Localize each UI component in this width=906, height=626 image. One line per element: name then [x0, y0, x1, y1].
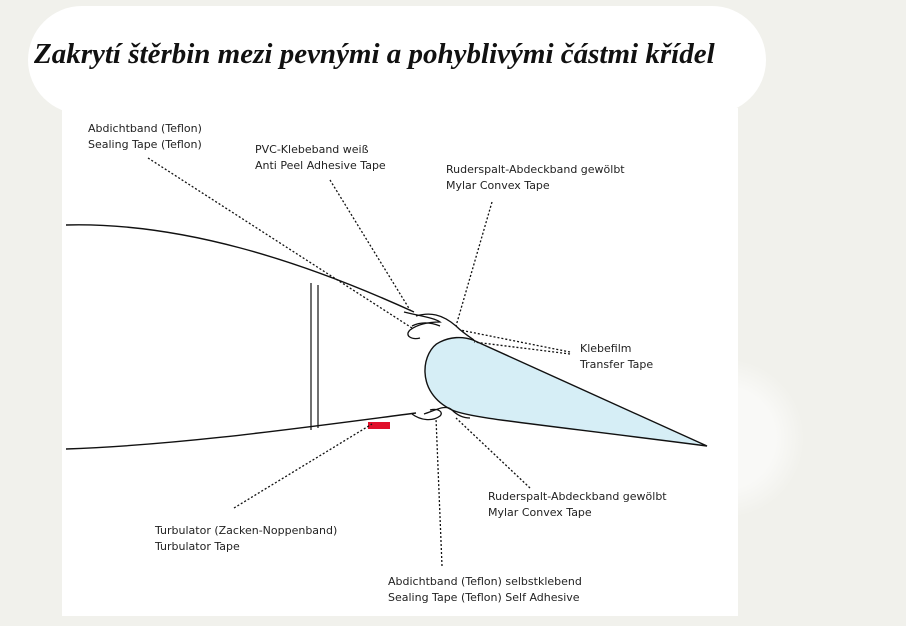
wing-upper-surface	[66, 225, 414, 312]
label-line: PVC-Klebeband weiß	[255, 143, 369, 156]
upper-sealing-tape	[404, 312, 440, 339]
label-mylar-tape-top	[446, 162, 625, 194]
label-line: Ruderspalt-Abdeckband gewölbt	[488, 490, 667, 503]
label-line: Ruderspalt-Abdeckband gewölbt	[446, 163, 625, 176]
leader-mylar-top	[456, 202, 492, 326]
upper-mylar-tape	[416, 314, 474, 340]
leader-sealing-top	[148, 158, 412, 328]
label-line: Turbulator (Zacken-Noppenband)	[155, 524, 338, 537]
label-line: Klebefilm	[580, 342, 632, 355]
label-sealing-tape-top	[88, 121, 202, 153]
label-line: Transfer Tape	[580, 358, 654, 371]
turbulator-tape-mark	[368, 422, 390, 429]
upper-hinge-clip	[412, 323, 440, 326]
label-line: Abdichtband (Teflon)	[88, 122, 202, 135]
lower-sealing-tape	[412, 409, 441, 419]
label-transfer-tape	[580, 341, 653, 373]
leader-sealing-bottom	[436, 418, 442, 566]
label-pvc-tape	[255, 142, 386, 174]
label-mylar-tape-bottom	[488, 489, 667, 521]
label-line: Sealing Tape (Teflon) Self Adhesive	[388, 591, 580, 604]
label-line: Abdichtband (Teflon) selbstklebend	[388, 575, 582, 588]
leader-mylar-bottom	[456, 418, 530, 488]
page-title: Zakrytí štěrbin mezi pevnými a pohyblivými částmi křídel	[34, 38, 715, 70]
leader-pvc	[330, 180, 410, 310]
label-line: Mylar Convex Tape	[446, 179, 550, 192]
wing-lower-surface	[66, 413, 416, 449]
label-line: Mylar Convex Tape	[488, 506, 592, 519]
label-line: Sealing Tape (Teflon)	[88, 138, 202, 151]
label-line: Anti Peel Adhesive Tape	[255, 159, 386, 172]
label-sealing-tape-bottom	[388, 574, 582, 606]
label-turbulator-tape	[155, 523, 337, 555]
leader-turbulator	[234, 424, 372, 508]
label-line: Turbulator Tape	[155, 540, 240, 553]
